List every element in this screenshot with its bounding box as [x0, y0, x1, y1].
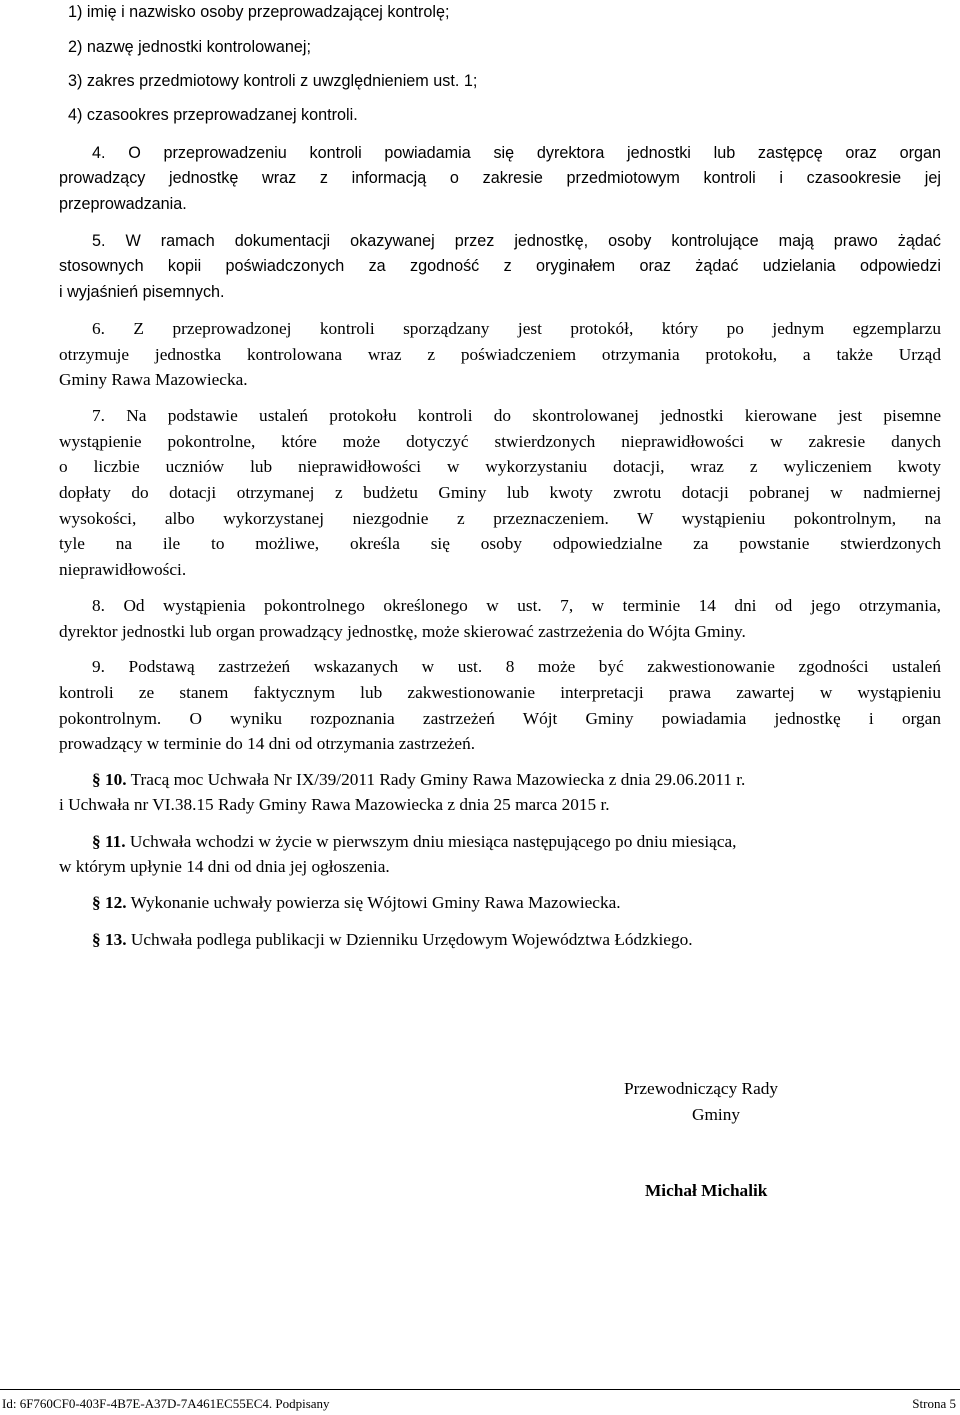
- section-label: § 11.: [92, 832, 126, 851]
- paragraph-9-line: prowadzący w terminie do 14 dni od otrzymania zastrzeżeń.: [59, 734, 476, 753]
- section-12-line: § 12. Wykonanie uchwały powierza się Wójtowi Gminy Rawa Mazowiecka.: [92, 893, 621, 912]
- paragraph-5-line: 5. W ramach dokumentacji okazywanej przez jednostkę, osoby kontrolujące mają prawo żądać: [92, 232, 941, 250]
- section-11-line: w którym upłynie 14 dni od dnia jej ogłoszenia.: [59, 857, 390, 876]
- paragraph-6-line: Gminy Rawa Mazowiecka.: [59, 370, 248, 389]
- signature-title: Przewodniczący Rady: [624, 1079, 779, 1098]
- list-item: 3) zakres przedmiotowy kontroli z uwzględnieniem ust. 1;: [68, 72, 478, 90]
- paragraph-5-line: stosownych kopii poświadczonych za zgodność z oryginałem oraz żądać udzielania odpowiedzi: [59, 257, 941, 275]
- paragraph-7-line: 7. Na podstawie ustaleń protokołu kontroli do skontrolowanej jednostki kierowane jest pisemne: [92, 406, 941, 425]
- paragraph-5-line: i wyjaśnień pisemnych.: [59, 283, 225, 301]
- section-13-line: § 13. Uchwała podlega publikacji w Dzienniku Urzędowym Województwa Łódzkiego.: [92, 930, 693, 949]
- section-label: § 10.: [92, 770, 127, 789]
- paragraph-8-line: 8. Od wystąpienia pokontrolnego określonego w ust. 7, w terminie 14 dni od jego otrzymania,: [92, 596, 941, 615]
- paragraph-4-line: prowadzący jednostkę wraz z informacją o zakresie przedmiotowym kontroli i czasookresie jej: [59, 169, 941, 187]
- section-label: § 12.: [92, 893, 127, 912]
- paragraph-4-line: 4. O przeprowadzeniu kontroli powiadamia się dyrektora jednostki lub zastępcę oraz organ: [92, 144, 941, 162]
- paragraph-7-line: o liczbie uczniów lub nieprawidłowości w wykorzystaniu dotacji, wraz z wyliczeniem kwoty: [59, 457, 941, 476]
- signature-title: Gminy: [692, 1105, 741, 1124]
- paragraph-7-line: wystąpienie pokontrolne, które może dotyczyć stwierdzonych nieprawidłowości w zakresie danych: [59, 432, 941, 451]
- paragraph-6-line: otrzymuje jednostka kontrolowana wraz z poświadczeniem otrzymania protokołu, a także Urząd: [59, 345, 941, 364]
- footer-document-id: Id: 6F760CF0-403F-4B7E-A37D-7A461EC55EC4. Podpisany: [2, 1396, 330, 1411]
- paragraph-7-line: wysokości, albo wykorzystanej niezgodnie z przeznaczeniem. W wystąpieniu pokontrolnym, na: [59, 509, 941, 528]
- paragraph-4-line: przeprowadzania.: [59, 195, 187, 213]
- paragraph-9-line: pokontrolnym. O wyniku rozpoznania zastrzeżeń Wójt Gminy powiadamia jednostkę i organ: [59, 709, 941, 728]
- list-item: 4) czasookres przeprowadzanej kontroli.: [68, 106, 358, 124]
- paragraph-8-line: dyrektor jednostki lub organ prowadzący jednostkę, może skierować zastrzeżenia do Wójta Gminy.: [59, 622, 746, 641]
- paragraph-7-line: dopłaty do dotacji otrzymanej z budżetu Gminy lub kwoty zwrotu dotacji pobranej w nadmiernej: [59, 483, 941, 502]
- section-11-line: § 11. Uchwała wchodzi w życie w pierwszym dniu miesiąca następującego po dniu miesiąca,: [92, 832, 737, 851]
- section-10-line: i Uchwała nr VI.38.15 Rady Gminy Rawa Mazowiecka z dnia 25 marca 2015 r.: [59, 795, 610, 814]
- paragraph-7-line: nieprawidłowości.: [59, 560, 187, 579]
- footer-divider: [0, 1389, 960, 1390]
- footer-page-number: Strona 5: [912, 1396, 956, 1411]
- section-10-line: § 10. Tracą moc Uchwała Nr IX/39/2011 Rady Gminy Rawa Mazowiecka z dnia 29.06.2011 r.: [92, 770, 746, 789]
- section-label: § 13.: [92, 930, 127, 949]
- list-item: 1) imię i nazwisko osoby przeprowadzającej kontrolę;: [68, 3, 450, 21]
- signature-name: Michał Michalik: [645, 1181, 768, 1200]
- paragraph-9-line: kontroli ze stanem faktycznym lub zakwestionowanie interpretacji prawa zawartej w wystąpieniu: [59, 683, 941, 702]
- paragraph-9-line: 9. Podstawą zastrzeżeń wskazanych w ust. 8 może być zakwestionowanie zgodności ustaleń: [92, 657, 941, 676]
- list-item: 2) nazwę jednostki kontrolowanej;: [68, 38, 311, 56]
- paragraph-7-line: tyle na ile to możliwe, określa się osoby odpowiedzialne za powstanie stwierdzonych: [59, 534, 941, 553]
- paragraph-6-line: 6. Z przeprowadzonej kontroli sporządzany jest protokół, który po jednym egzemplarzu: [92, 319, 941, 338]
